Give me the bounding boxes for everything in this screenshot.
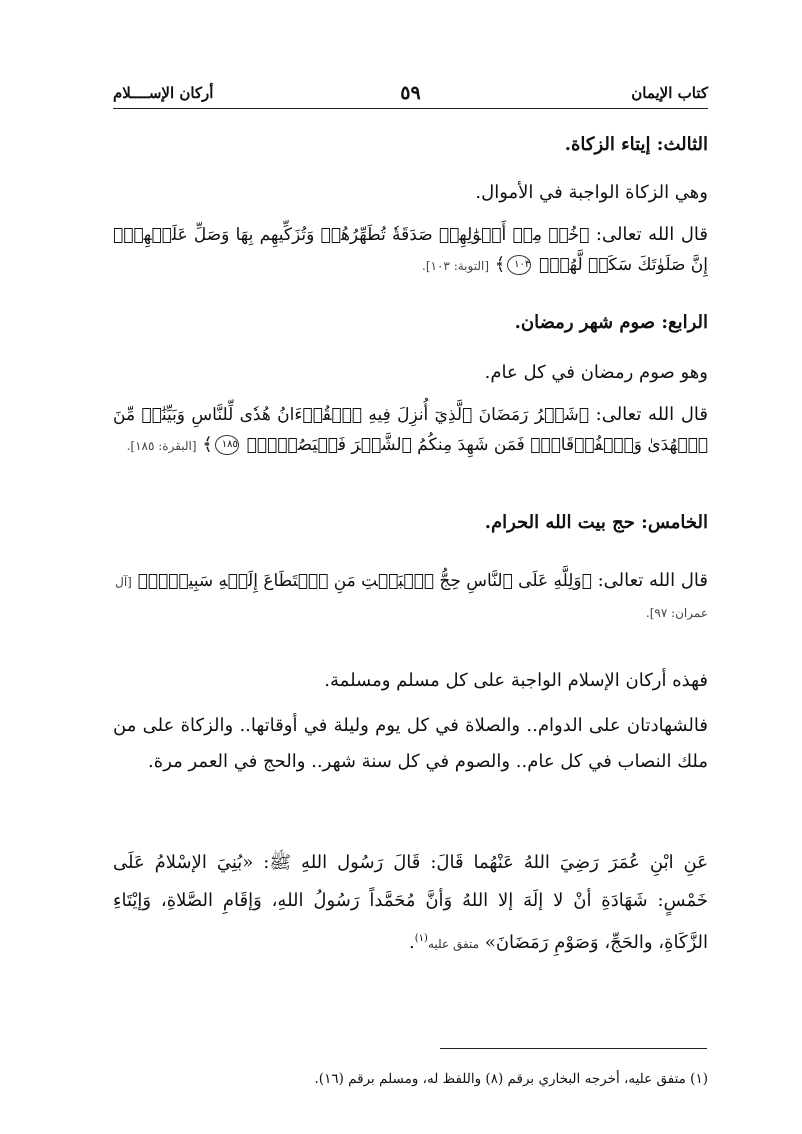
footnote: (١) متفق عليه، أخرجه البخاري برقم (٨) واللفظ له، ومسلم برقم (١٦). <box>314 1071 708 1087</box>
quran-verse: ﴿خُذۡ مِنۡ أَمۡوَٰلِهِمۡ صَدَقَةٗ تُطَهِّرُهُمۡ وَتُزَكِّيهِم بِهَا وَصَلِّ عَلَيۡهِمۡۖ إِنَّ صَلَوٰتَكَ سَكَنٞ لَّهُمۡۗ <box>113 225 708 275</box>
hadith-block: عَنِ ابْنِ عُمَرَ رَضِيَ اللهُ عَنْهُما قَالَ: قَالَ رَسُول اللهِ ﷺ: «بُنِيَ الإسْلامُ عَلَى خَمْسٍ: شَهَادَةِ أنْ لا إلَهَ إلا اللهُ وَأنَّ مُحَمَّداً رَسُولُ اللهِ، وَإقَامِ الصَّلاةِ، وَإيْتَاءِ الزَّكَاةِ، والحَجِّ، وَصَوْمِ رَمَضَانَ» متفق عليه$^{(١)}$. <box>113 852 708 953</box>
quran-verse: ﴿شَهۡرُ رَمَضَانَ ٱلَّذِيٓ أُنزِلَ فِيهِ ٱلۡقُرۡءَانُ هُدٗى لِّلنَّاسِ وَبَيِّنَٰتٖ مِّنَ ٱلۡهُدَىٰ وَٱلۡفُرۡقَانِۚ فَمَن شَهِدَ مِنكُمُ ٱلشَّهۡرَ فَلۡيَصُمۡهُۖ <box>113 405 708 455</box>
ayah-number-icon: ١٠٣ <box>507 255 531 275</box>
hajj-verse-block <box>113 566 708 628</box>
summary-line: فهذه أركان الإسلام الواجبة على كل مسلم ومسلمة. <box>324 670 708 691</box>
verse-reference: [آل عمران: ٩٧]. <box>115 575 708 620</box>
section-heading-zakat: الثالث: إيتاء الزكاة. <box>564 134 708 155</box>
summary-paragraph: فالشهادتان على الدوام.. والصلاة في كل يوم وليلة في أوقاتها.. والزكاة على من ملك النصاب في كل عام.. والصوم في كل سنة شهر.. والحج في العمر مرة. <box>113 715 708 772</box>
hadith-text: عَنِ ابْنِ عُمَرَ رَضِيَ اللهُ عَنْهُما قَالَ: قَالَ رَسُول اللهِ ﷺ: «بُنِيَ الإسْلامُ عَلَى خَمْسٍ: شَهَادَةِ أنْ لا إلَهَ إلا اللهُ وَأنَّ مُحَمَّداً رَسُولُ اللهِ، وَإقَامِ الصَّلاةِ، وَإيْتَاءِ الزَّكَاةِ، والحَجِّ، وَصَوْمِ رَمَضَانَ» <box>113 852 708 953</box>
chapter-title: أركان الإســــلام <box>113 84 214 102</box>
zakat-text: وهي الزكاة الواجبة في الأموال. <box>475 182 708 203</box>
section-heading-hajj: الخامس: حج بيت الله الحرام. <box>484 512 708 533</box>
verse-reference: [التوبة: ١٠٣]. <box>422 259 489 273</box>
header-rule <box>113 108 708 109</box>
verse-intro: قال الله تعالى: <box>595 224 708 245</box>
zakat-verse-block: قال الله تعالى: ﴿خُذۡ مِنۡ أَمۡوَٰلِهِمۡ صَدَقَةٗ تُطَهِّرُهُمۡ وَتُزَكِّيهِم بِهَا وَصَلِّ عَلَيۡهِمۡۖ إِنَّ صَلَوٰتَكَ سَكَنٞ لَّهُمۡۗ ١٠٣﴾ [التوبة: ١٠٣]. <box>113 224 708 275</box>
verse-reference: [البقرة: ١٨٥]. <box>126 439 197 453</box>
quran-verse: ﴿وَلِلَّهِ عَلَى ٱلنَّاسِ حِجُّ ٱلۡبَيۡتِ مَنِ ٱسۡتَطَاعَ إِلَيۡهِ سَبِيلٗاۚ﴾ <box>137 571 592 591</box>
book-title: كتاب الإيمان <box>631 84 708 102</box>
verse-intro: قال الله تعالى: <box>597 570 708 591</box>
section-heading-fasting: الرابع: صوم شهر رمضان. <box>514 312 708 333</box>
page-number: ٥٩ <box>400 82 421 104</box>
footnote-marker: (١) <box>414 933 428 944</box>
ayah-number-icon: ١٨٥ <box>215 435 239 455</box>
verse-intro: قال الله تعالى: <box>595 404 708 425</box>
hadith-source: متفق عليه <box>427 937 480 951</box>
running-header <box>113 82 708 106</box>
fasting-verse-block: قال الله تعالى: ﴿شَهۡرُ رَمَضَانَ ٱلَّذِيٓ أُنزِلَ فِيهِ ٱلۡقُرۡءَانُ هُدٗى لِّلنَّاسِ وَبَيِّنَٰتٖ مِّنَ ٱلۡهُدَىٰ وَٱلۡفُرۡقَانِۚ فَمَن شَهِدَ مِنكُمُ ٱلشَّهۡرَ فَلۡيَصُمۡهُۖ ١٨٥﴾ [البقرة: ١٨٥]. <box>113 404 708 455</box>
fasting-text: وهو صوم رمضان في كل عام. <box>484 362 708 383</box>
footnote-rule <box>440 1048 707 1049</box>
